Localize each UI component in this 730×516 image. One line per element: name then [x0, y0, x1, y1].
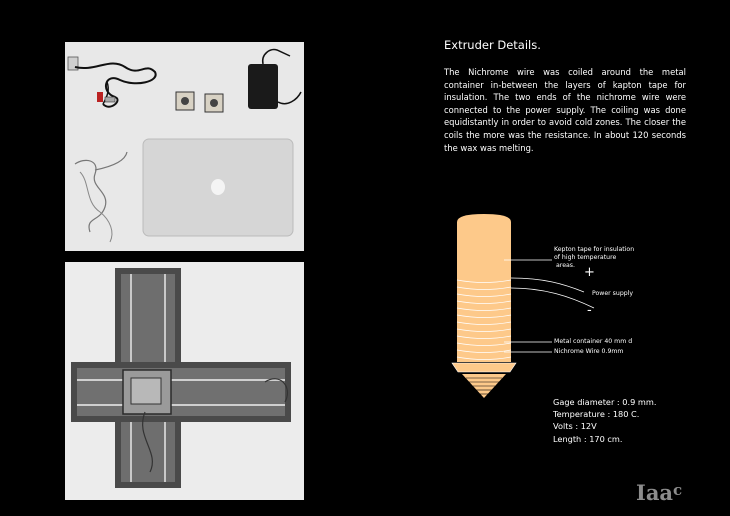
kapton-label-line2: of high temperature: [554, 254, 617, 261]
spec-temperature: Temperature : 180 C.: [553, 409, 640, 420]
spec-gage: Gage diameter : 0.9 mm.: [553, 397, 657, 407]
components-illustration: [65, 42, 304, 251]
nozzle-collar: [452, 363, 516, 372]
kapton-label-line1: Kepton tape for insulation: [554, 246, 635, 253]
kapton-label-line3: areas.: [556, 262, 575, 269]
power-supply-label: Power supply: [592, 290, 634, 297]
nichrome-wire-label: Nichrome Wire 0.9mm: [554, 348, 624, 355]
logo-text: Iaa: [636, 480, 674, 505]
components-photo: [65, 42, 304, 251]
logo-text-small: c: [673, 481, 683, 499]
iaac-logo: [636, 480, 682, 505]
spec-volts: Volts : 12V: [553, 421, 597, 432]
page-heading: Extruder Details.: [444, 38, 541, 52]
plus-sign: +: [584, 265, 595, 280]
frame-photo: [65, 262, 304, 500]
description-paragraph: The Nichrome wire was coiled around the metal container in-between the layers of kapton tape for insulation. The two ends of the nichrome wire were connected to the power supply. The coiling was done equidistantly in order to avoid cold zones. The closer the coils the more was the resistance. In about 120 seconds the wax was melting.: [444, 67, 686, 153]
spec-length: Length : 170 cm.: [553, 433, 623, 444]
extruder-diagram: [444, 212, 670, 470]
spec-list: [553, 396, 656, 445]
minus-sign: -: [587, 303, 592, 318]
frame-illustration: [65, 262, 304, 500]
metal-container-label: Metal container 40 mm d: [554, 338, 633, 345]
